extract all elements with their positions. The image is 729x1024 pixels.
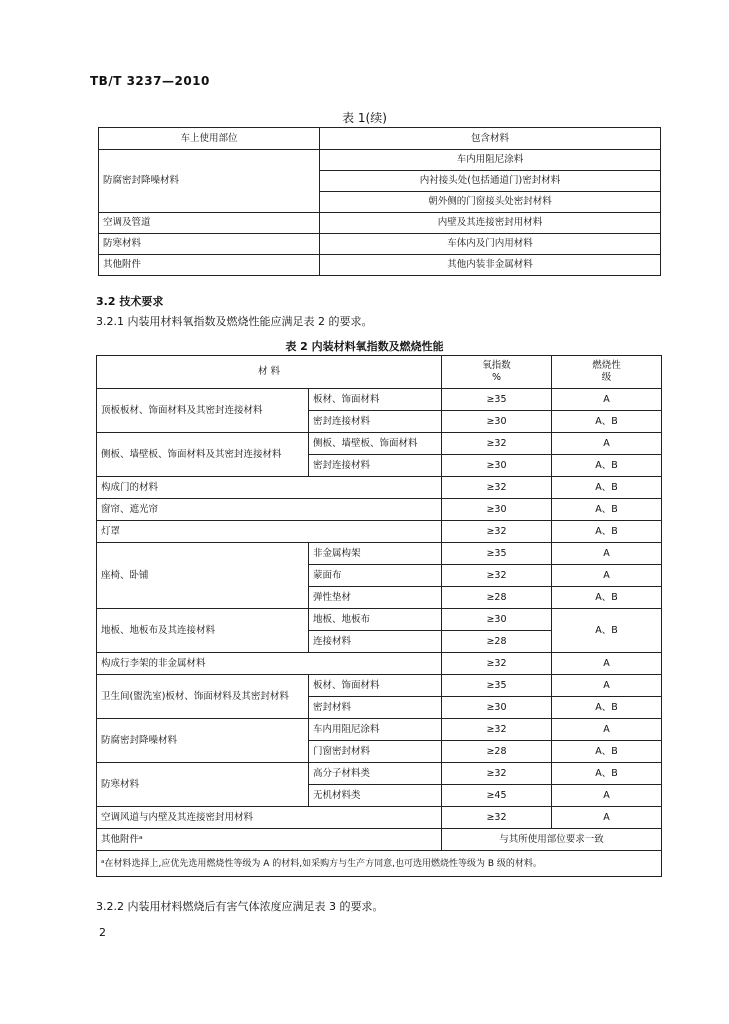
grade-cell: A — [552, 675, 662, 697]
section-3-2-heading: 3.2 技术要求 — [96, 295, 164, 308]
subcategory-cell: 密封材料 — [309, 697, 442, 719]
table-row — [97, 609, 662, 631]
grade-cell: A、B — [552, 521, 662, 543]
category-cell: 构成门的材料 — [97, 477, 442, 499]
table-row — [99, 150, 661, 171]
material-cell: 内壁及其连接密封用材料 — [320, 213, 661, 234]
table-header-row — [99, 128, 661, 150]
oxygen-index-cell: ≥32 — [442, 719, 552, 741]
grade-label-2: 级 — [601, 372, 612, 383]
table-row — [97, 543, 662, 565]
subcategory-cell: 板材、饰面材料 — [309, 389, 442, 411]
part-cell: 防腐密封降噪材料 — [99, 150, 320, 213]
part-cell: 其他附件 — [99, 255, 320, 276]
grade-cell: A、B — [552, 477, 662, 499]
oxygen-index-cell: ≥32 — [442, 807, 552, 829]
table-row — [99, 255, 661, 276]
oxygen-index-cell: ≥30 — [442, 411, 552, 433]
grade-cell: A、B — [552, 499, 662, 521]
oxygen-index-cell: ≥35 — [442, 543, 552, 565]
category-cell: 其他附件ᵃ — [97, 829, 442, 851]
grade-cell: A — [552, 719, 662, 741]
oxygen-index-unit: % — [491, 372, 502, 383]
category-cell: 顶板板材、饰面材料及其密封连接材料 — [97, 389, 309, 433]
document-code: TB/T 3237—2010 — [90, 74, 210, 88]
part-cell: 空调及管道 — [99, 213, 320, 234]
grade-cell: A — [552, 653, 662, 675]
subcategory-cell: 蒙面布 — [309, 565, 442, 587]
category-cell: 侧板、墙壁板、饰面材料及其密封连接材料 — [97, 433, 309, 477]
page-number: 2 — [99, 926, 106, 939]
category-cell: 座椅、卧铺 — [97, 543, 309, 609]
oxygen-index-cell: ≥32 — [442, 521, 552, 543]
category-cell: 防腐密封降噪材料 — [97, 719, 309, 763]
table2-caption: 表 2 内装材料氧指数及燃烧性能 — [285, 340, 444, 353]
table-row — [97, 763, 662, 785]
table-row — [97, 521, 662, 543]
subcategory-cell: 密封连接材料 — [309, 411, 442, 433]
col-header-oxygen-index — [442, 356, 552, 389]
grade-cell: A、B — [552, 697, 662, 719]
oxygen-index-cell: ≥28 — [442, 631, 552, 653]
category-cell: 防寒材料 — [97, 763, 309, 807]
table-row — [97, 477, 662, 499]
grade-cell: A — [552, 543, 662, 565]
subcategory-cell: 无机材料类 — [309, 785, 442, 807]
grade-cell: A — [552, 389, 662, 411]
oxygen-index-cell: ≥35 — [442, 675, 552, 697]
col-header-grade — [552, 356, 662, 389]
subcategory-cell: 高分子材料类 — [309, 763, 442, 785]
material-cell: 车内用阻尼涂料 — [320, 150, 661, 171]
subcategory-cell: 板材、饰面材料 — [309, 675, 442, 697]
material-cell: 内衬接头处(包括通道门)密封材料 — [320, 171, 661, 192]
oxygen-index-cell: ≥32 — [442, 477, 552, 499]
grade-cell: A、B — [552, 741, 662, 763]
grade-cell: A、B — [552, 587, 662, 609]
table1-caption: 表 1(续) — [342, 111, 387, 125]
col-header-materials: 包含材料 — [320, 128, 661, 150]
table-row — [97, 499, 662, 521]
table-footnote: ᵃ在材料选择上,应优先选用燃烧性等级为 A 的材料,如采购方与生产方同意,也可选用燃烧性等级为 B 级的材料。 — [97, 851, 662, 877]
table-row — [97, 433, 662, 455]
oxygen-index-cell: ≥32 — [442, 565, 552, 587]
category-cell: 卫生间(盥洗室)板材、饰面材料及其密封材料 — [97, 675, 309, 719]
oxygen-index-cell: ≥30 — [442, 455, 552, 477]
table-row — [97, 389, 662, 411]
subcategory-cell: 弹性垫材 — [309, 587, 442, 609]
subcategory-cell: 非金属构架 — [309, 543, 442, 565]
subcategory-cell: 门窗密封材料 — [309, 741, 442, 763]
col-header-material: 材 料 — [97, 356, 442, 389]
category-cell: 地板、地板布及其连接材料 — [97, 609, 309, 653]
material-cell: 车体内及门内用材料 — [320, 234, 661, 255]
oxygen-index-cell: ≥45 — [442, 785, 552, 807]
grade-label: 燃烧性 — [592, 360, 621, 371]
oxygen-index-cell: ≥32 — [442, 433, 552, 455]
oxygen-index-cell: ≥28 — [442, 587, 552, 609]
oxygen-index-cell: ≥32 — [442, 653, 552, 675]
grade-cell: A — [552, 565, 662, 587]
col-header-part: 车上使用部位 — [99, 128, 320, 150]
oxygen-index-cell: ≥35 — [442, 389, 552, 411]
table-row — [97, 675, 662, 697]
table-row — [99, 234, 661, 255]
section-3-2-2-text: 3.2.2 内装用材料燃烧后有害气体浓度应满足表 3 的要求。 — [96, 900, 384, 913]
part-cell: 防寒材料 — [99, 234, 320, 255]
subcategory-cell: 密封连接材料 — [309, 455, 442, 477]
table-row — [97, 829, 662, 851]
subcategory-cell: 侧板、墙壁板、饰面材料 — [309, 433, 442, 455]
subcategory-cell: 地板、地板布 — [309, 609, 442, 631]
grade-cell: A、B — [552, 609, 662, 653]
subcategory-cell: 连接材料 — [309, 631, 442, 653]
table-row — [99, 213, 661, 234]
grade-cell: A、B — [552, 411, 662, 433]
table-row — [97, 807, 662, 829]
subcategory-cell: 车内用阻尼涂料 — [309, 719, 442, 741]
oxygen-index-cell: ≥30 — [442, 499, 552, 521]
oxygen-index-cell: ≥28 — [442, 741, 552, 763]
grade-cell: A — [552, 807, 662, 829]
oxygen-index-cell: ≥30 — [442, 609, 552, 631]
category-cell: 构成行李架的非金属材料 — [97, 653, 442, 675]
span-requirement-cell: 与其所使用部位要求一致 — [442, 829, 662, 851]
grade-cell: A、B — [552, 763, 662, 785]
table2 — [96, 355, 662, 877]
table1 — [98, 127, 661, 276]
category-cell: 灯罩 — [97, 521, 442, 543]
category-cell: 窗帘、遮光帘 — [97, 499, 442, 521]
grade-cell: A、B — [552, 455, 662, 477]
table-row — [97, 719, 662, 741]
table-footnote-row — [97, 851, 662, 877]
material-cell: 朝外侧的门窗接头处密封材料 — [320, 192, 661, 213]
material-cell: 其他内装非金属材料 — [320, 255, 661, 276]
grade-cell: A — [552, 785, 662, 807]
oxygen-index-cell: ≥30 — [442, 697, 552, 719]
table-row — [97, 653, 662, 675]
category-cell: 空调风道与内壁及其连接密封用材料 — [97, 807, 442, 829]
oxygen-index-label: 氧指数 — [482, 360, 511, 371]
table-header-row — [97, 356, 662, 389]
section-3-2-1-text: 3.2.1 内装用材料氧指数及燃烧性能应满足表 2 的要求。 — [96, 315, 373, 328]
grade-cell: A — [552, 433, 662, 455]
oxygen-index-cell: ≥32 — [442, 763, 552, 785]
